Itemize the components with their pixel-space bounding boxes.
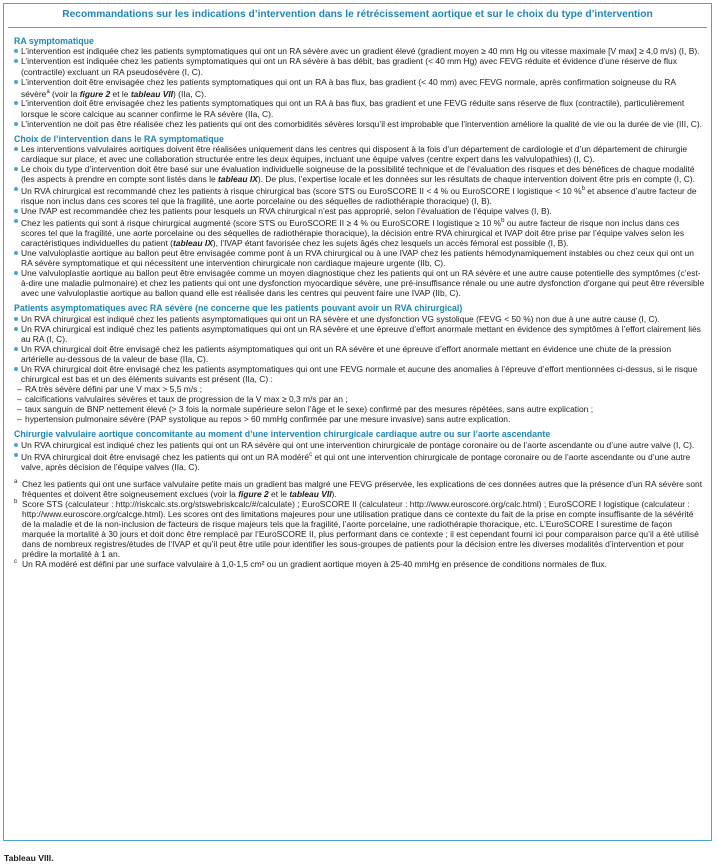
- section-heading: Choix de l’intervention dans le RA symptomatique: [14, 133, 224, 144]
- recommendation-item: Une valvuloplastie aortique au ballon peut être envisagée comme un moyen diagnostique chez les patients qui ont un RA sévère et une autre cause potentielle des symptômes (c’est-à-dire une maladie pulmonaire) et chez les patients qui ont une dysfonction myocardique sévère, une pré-insuffisance rénale ou une autre dysfonction d’organe qui peut être réversible avec une valvuloplastie aortique au ballon quand elle est réalisée dans les centres qui peuvent faire une IVAP (IIb, C).: [14, 268, 705, 298]
- section-heading: Chirurgie valvulaire aortique concomitante au moment d’une intervention chirurgicale cardiaque autre ou sur l’aorte ascendante: [14, 429, 551, 440]
- footnote-mark: b: [14, 498, 18, 505]
- footnote: [14, 558, 705, 569]
- section-heading: RA symptomatique: [14, 36, 94, 46]
- table-title: Recommandations sur les indications d’intervention dans le rétrécissement aortique et sur le choix du type d’intervention: [62, 9, 653, 20]
- recommendation-subitem: – hypertension pulmonaire sévère (PAP systolique au repos > 60 mmHg confirmée par une mesure invasive) sans autre explication.: [14, 414, 705, 424]
- footnote: [14, 498, 705, 559]
- table-content: [14, 36, 705, 569]
- recommendation-item: Chez les patients qui sont à risque chirurgical augmenté (score STS ou EuroSCORE II ≥ 4 % ou EuroSCORE I logistique ≥ 10 %$^b$ ou autre facteur de risque non inclus dans ces scores tel que la fragilité, une aorte porcelaine ou des séquelles de radiothérapie thoracique), la décision entre RVA chirurgical et IVAP doit être prise par l’équipe valves selon les caractéristiques individuelles du patient (tableau IX), l’IVAP étant favorisée chez les sujets âgés chez lesquels un accès fémoral est possible (I, B).: [14, 216, 705, 248]
- recommendation-item: L’intervention doit être envisagée chez les patients symptomatiques qui ont un RA à bas flux, bas gradient et une FEVG réduite sans réserve de flux (contractile), particulièrement lorsque le score calcique au scanner confirme le RA sévère (IIa, C).: [14, 98, 705, 118]
- recommendation-item: Une valvuloplastie aortique au ballon peut être envisagée comme pont à un RVA chirurgical ou à une IVAP chez les patients hémodynamiquement instables ou chez ceux qui ont un RA sévère symptomatique et qui nécessitent une intervention chirurgicale non cardiaque majeure urgente (IIb, C).: [14, 248, 705, 268]
- recommendation-item: L’intervention doit être envisagée chez les patients symptomatiques qui ont un RA à bas flux, bas gradient (< 40 mm) avec FEVG normale, après confirmation soigneuse du RA sévère$^a$ (voir la figure 2 et le tableau VII) (IIa, C).: [14, 77, 705, 99]
- section-heading: Patients asymptomatiques avec RA sévère (ne concerne que les patients pouvant avoir un RVA chirurgical): [14, 303, 463, 314]
- recommendation-item: Une IVAP est recommandée chez les patients pour lesquels un RVA chirurgical n’est pas approprié, selon l’évaluation de l’équipe valves (I, B).: [14, 206, 705, 216]
- recommendation-item: Un RVA chirurgical est indiqué chez les patients qui ont un RA sévère qui ont une intervention chirurgicale de pontage coronaire ou de l’aorte ascendante ou d’une autre valve (I, C).: [14, 440, 705, 450]
- recommendation-item: Un RVA chirurgical doit être envisagé chez les patients qui ont un RA modéré$^c$ et qui ont une intervention chirurgicale de pontage coronaire ou de l’aorte ascendante ou d’une autre valve, après décision de l’équipe valves (IIa, C).: [14, 450, 705, 472]
- recommendation-item: Un RVA chirurgical est indiqué chez les patients asymptomatiques qui ont un RA sévère et une épreuve d’effort anormale mettant en évidence des symptômes à l’effort clairement liés au RA (I, C).: [14, 324, 705, 344]
- recommendation-table: [3, 3, 712, 841]
- footnote-mark: c: [14, 558, 17, 565]
- recommendation-item: L’intervention est indiquée chez les patients symptomatiques qui ont un RA sévère avec un gradient élevé (gradient moyen ≥ 40 mm Hg ou vitesse maximale [V max] ≥ 4,0 m/s) (I, B).: [14, 46, 705, 56]
- table-caption: Tableau VIII.: [4, 853, 54, 863]
- footnote-mark: a: [14, 478, 18, 485]
- footnote-text: Un RA modéré est défini par une surface valvulaire à 1,0-1,5 cm² ou un gradient aortique moyen à 25-40 mmHg en présence de conditions normales de flux.: [22, 558, 607, 569]
- recommendation-item: Les interventions valvulaires aortiques doivent être réalisées uniquement dans les centres qui disposent à la fois d’un département de cardiologie et d’un département de chirurgie cardiaque sur place, et avec une collaboration structurée entre les deux équipes, incluant une équipe valves (centre expert dans les valvulopathies) (I, C).: [14, 144, 705, 164]
- recommendation-subitem: – taux sanguin de BNP nettement élevé (> 3 fois la normale supérieure selon l’âge et le sexe) confirmé par des mesures répétées, sans autre explication ;: [14, 404, 705, 414]
- title-divider: [8, 27, 707, 28]
- footnote-text: Chez les patients qui ont une surface valvulaire petite mais un gradient bas malgré une FEVG préservée, les explications de ces données autres que la présence d’un RA sévère sont fréquentes et doivent être soigneusement exclues (voir la figure 2 et le tableau VII).: [22, 478, 703, 499]
- recommendation-item: Un RVA chirurgical est indiqué chez les patients asymptomatiques qui ont un RA sévère et une dysfonction VG systolique (FEVG < 50 %) non due à une autre cause (I, C).: [14, 314, 705, 324]
- recommendation-item: L’intervention est indiquée chez les patients symptomatiques qui ont un RA sévère à bas débit, bas gradient (< 40 mm Hg) avec FEVG réduite et évidence d’une réserve de flux (contractile) excluant un RA pseudosévère (I, C).: [14, 56, 705, 76]
- recommendation-subitem: – RA très sévère défini par une V max > 5,5 m/s ;: [14, 384, 705, 394]
- recommendation-item: Le choix du type d’intervention doit être basé sur une évaluation individuelle soigneuse de la possibilité technique et de l’évaluation des risques et des bénéfices de chaque modalité (les aspects à prendre en compte sont listés dans le tableau IX). De plus, l’expertise locale et les données sur les résultats de chaque intervention doivent être pris en compte (I, C).: [14, 164, 705, 184]
- footnotes: [14, 479, 705, 569]
- footnote-text: Score STS (calculateur : http://riskcalc.sts.org/stswebriskcalc/#/calculate) ; EuroSCORE II (calculateur : http://www.euroscore.org/calc.html) ; EuroSCORE I logistique (calculateur : http://www.euroscore.org/calcge.html). Les scores ont des limitations majeures pour une utilisation pratique dans ce contexte du fait de la prise en compte insuffisante de la sévérité de la maladie et de la non-inclusion de facteurs de risque majeurs tels que la fragilité, l’aorte porcelaine, une radiothérapie thoracique, etc. L’EuroSCORE I surestime de façon marquée la mortalité à 30 jours et doit donc être remplacé par l’EuroSCORE II, plus performant dans ce contexte ; il est cependant fourni ici pour comparaison parce qu’il a été utilisé dans de nombreux registres/études de l’IVAP et qu’il peut être utile pour identifier les sous-groupes de patients pour la décision entre les diverses modalités d’intervention et pour prédire la mortalité à 1 an.: [22, 498, 699, 559]
- recommendation-item: Un RVA chirurgical est recommandé chez les patients à risque chirurgical bas (score STS ou EuroSCORE II < 4 % ou EuroSCORE I logistique < 10 %$^b$ et absence d’autre facteur de risque non inclus dans ces scores tel que la fragilité, une aorte porcelaine ou des séquelles de radiothérapie thoracique) (I, B).: [14, 184, 705, 206]
- recommendation-item: L’intervention ne doit pas être réalisée chez les patients qui ont des comorbidités sévères lorsqu’il est improbable que l’intervention améliore la qualité de vie ou la durée de vie (III, C).: [14, 119, 705, 129]
- recommendation-subitem: – calcifications valvulaires sévères et taux de progression de la V max ≥ 0,3 m/s par an ;: [14, 394, 705, 404]
- recommendation-item: Un RVA chirurgical doit être envisagé chez les patients asymptomatiques qui ont une FEVG normale et aucune des anomalies à l’épreuve d’effort mentionnées ci-dessus, si le risque chirurgical est bas et un des éléments suivants est présent (IIa, C) :: [14, 364, 705, 384]
- recommendation-item: Un RVA chirurgical doit être envisagé chez les patients asymptomatiques qui ont un RA sévère et une épreuve d’effort anormale mettant en évidence une chute de la pression artérielle au-dessous de la valeur de base (IIa, C).: [14, 344, 705, 364]
- footnote: [14, 478, 705, 499]
